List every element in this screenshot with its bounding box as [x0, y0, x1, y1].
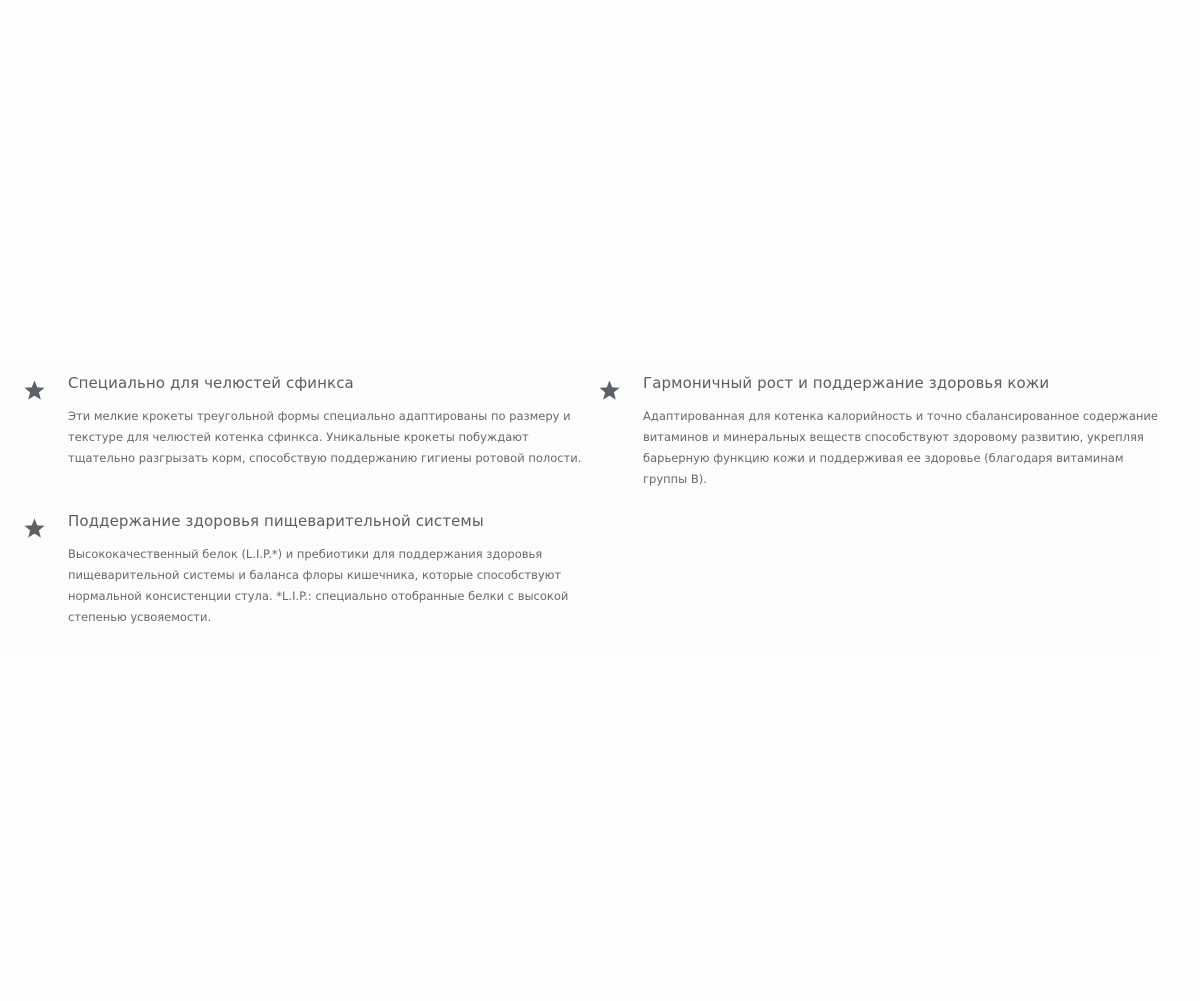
star-icon: [23, 379, 46, 402]
product-benefits-section: [0, 362, 1160, 652]
benefit-title: Гармоничный рост и поддержание здоровья кожи: [643, 374, 1050, 392]
benefit-description: Эти мелкие крокеты треугольной формы специально адаптированы по размеру и текстуре для челюстей котенка сфинкса. Уникальные крокеты побуждают тщательно разгрызать корм, способствую поддержанию гигиены ротовой полости.: [68, 409, 582, 465]
benefit-title: Поддержание здоровья пищеварительной системы: [68, 512, 484, 530]
star-icon: [598, 379, 621, 402]
benefit-title: Специально для челюстей сфинкса: [68, 374, 354, 392]
star-icon: [23, 517, 46, 540]
benefit-description: Адаптированная для котенка калорийность и точно сбалансированное содержание витаминов и минеральных веществ способствуют здоровому развитию, укрепляя барьерную функцию кожи и поддерживая ее здоровье (благодаря витаминам группы В).: [643, 409, 1158, 486]
benefit-description: Высококачественный белок (L.I.P.*) и пребиотики для поддержания здоровья пищеварительной системы и баланса флоры кишечника, которые способствуют нормальной консистенции стула. *L.I.P.: специально отобранные белки с высокой степенью усвояемости.: [68, 547, 569, 624]
